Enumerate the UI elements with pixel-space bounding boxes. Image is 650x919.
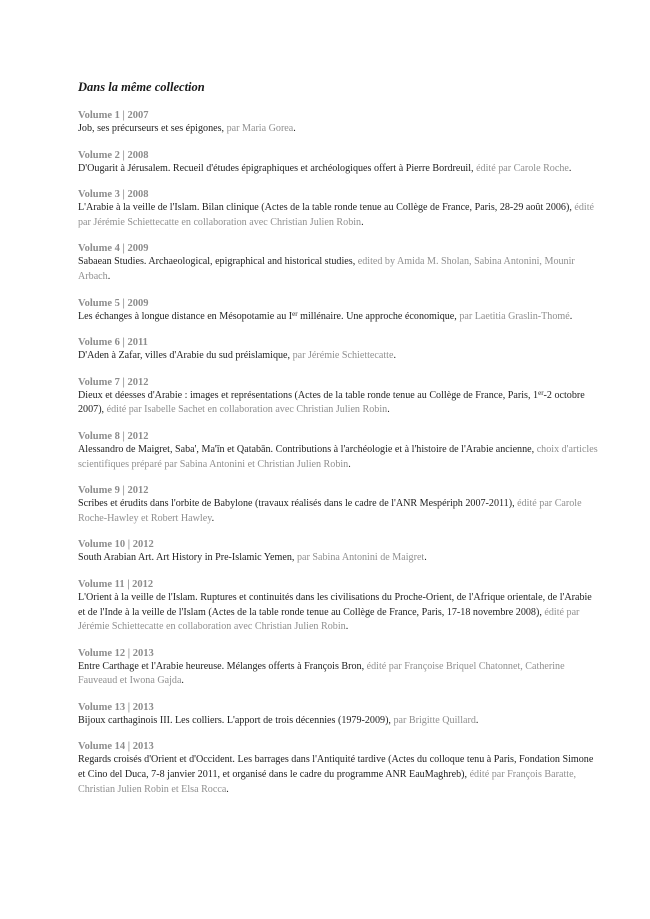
volume-work: Les échanges à longue distance en Mésopotamie au I [78, 310, 293, 322]
volume-description [78, 162, 598, 177]
volume-entry-12 [78, 647, 598, 689]
volume-entry-7 [78, 376, 598, 418]
volume-work: South Arabian Art. Art History in Pre-Islamic Yemen, [78, 552, 297, 564]
volume-description [78, 255, 598, 284]
volume-work: L'Arabie à la veille de l'Islam. Bilan clinique (Actes de la table ronde tenue au Collège de France, Paris, 28-29 août 2006), [78, 202, 575, 214]
volume-entry-1 [78, 109, 598, 137]
volume-entry-11 [78, 578, 598, 635]
volume-editor: édité par Isabelle Sachet en collaboration avec Christian Julien Robin [106, 404, 388, 416]
volume-tail: . [181, 675, 184, 687]
volume-heading: Volume 12 | 2013 [78, 647, 154, 659]
volume-editor: par Sabina Antonini de Maigret [296, 552, 425, 564]
volume-tail: . [211, 512, 215, 524]
volume-heading: Volume 4 | 2009 [78, 243, 149, 255]
volume-editor: édité par François Baratte, Christian Julien Robin et Elsa Rocca [78, 769, 577, 795]
volume-entry-10 [78, 538, 598, 566]
volume-work: millénaire. Une approche économique, [297, 310, 460, 322]
volume-description [78, 591, 598, 635]
volume-description [78, 551, 598, 566]
volume-heading: Volume 11 | 2012 [78, 578, 154, 590]
volume-description [78, 349, 598, 364]
volume-heading: Volume 3 | 2008 [78, 189, 149, 201]
volume-heading: Volume 14 | 2013 [78, 741, 154, 753]
volume-description [78, 122, 598, 137]
volume-heading: Volume 9 | 2012 [78, 485, 149, 497]
volume-work: Entre Carthage et l'Arabie heureuse. Mélanges offerts à François Bron, [78, 660, 367, 672]
volume-description [78, 660, 598, 689]
volume-description [78, 310, 598, 325]
volume-work: Alessandro de Maigret, Saba', Ma'īn et Qatabān. Contributions à l'archéologie et à l'histoire de l'Arabie ancienne, [78, 443, 537, 455]
volume-work: -2 octobre 2007), [78, 389, 585, 416]
volume-entry-2 [78, 149, 598, 177]
volume-work: Job, ses précurseurs et ses épigones, [78, 123, 227, 134]
superscript-er: er [292, 309, 298, 318]
volume-entry-13 [78, 701, 598, 729]
volume-heading: Volume 1 | 2007 [78, 110, 149, 121]
volume-tail: . [293, 123, 296, 134]
volume-work: Bijoux carthaginois III. Les colliers. L'apport de trois décennies (1979-2009), [78, 714, 394, 726]
volume-tail: . [226, 783, 229, 795]
volume-description [78, 714, 598, 729]
volume-description [78, 201, 598, 230]
volume-tail: . [361, 216, 364, 228]
volume-description [78, 753, 598, 797]
volume-description [78, 389, 598, 418]
collection-page [78, 80, 598, 809]
volume-entry-6 [78, 336, 598, 364]
volume-work: Dieux et déesses d'Arabie : images et représentations (Actes de la table ronde tenue au Collège de France, Paris, 1 [78, 389, 539, 401]
volume-heading: Volume 10 | 2012 [78, 539, 154, 551]
volume-heading: Volume 7 | 2012 [78, 376, 149, 388]
superscript-er: er [538, 388, 544, 397]
volume-tail: . [475, 714, 479, 726]
volume-editor: édité par Carole Roche [476, 162, 569, 174]
volume-editor: edited by Amida M. Sholan, Sabina Antonini, Mounir Arbach [78, 256, 575, 282]
volume-tail: . [568, 162, 572, 174]
volume-heading: Volume 5 | 2009 [78, 297, 149, 309]
volume-work: L'Orient à la veille de l'Islam. Ruptures et continuités dans les civilisations du Proche-Orient, de l'Afrique orientale, de l'Arabie et de l'Inde à la veille de l'Islam (Actes de la table ronde tenue au Collège de France, Paris, 17-18 novembre 2008), [78, 591, 592, 618]
volume-work: Regards croisés d'Orient et d'Occident. Les barrages dans l'Antiquité tardive (Actes du colloque tenu à Paris, Fondation Simone et Cino del Duca, 7-8 janvier 2011, et organisé dans le cadre du programme ANR EauMaghreb), [78, 754, 594, 781]
volume-work: D'Ougarit à Jérusalem. Recueil d'études épigraphiques et archéologiques offert à Pierre Bordreuil, [78, 162, 477, 174]
volume-editor: par Maria Gorea [226, 123, 294, 134]
volume-entry-9 [78, 484, 598, 526]
volume-heading: Volume 6 | 2011 [78, 337, 148, 349]
volume-tail: . [393, 350, 396, 362]
collection-title: Dans la même collection [78, 80, 205, 94]
volume-editor: par Jérémie Schiettecatte [292, 350, 394, 362]
volume-editor: édité par Jérémie Schiettecatte en collaboration avec Christian Julien Robin [78, 202, 595, 228]
volume-tail: . [345, 621, 349, 633]
volume-tail: . [569, 310, 573, 322]
volume-editor: par Brigitte Quillard [393, 714, 476, 726]
volume-entry-8 [78, 430, 598, 472]
volume-work: Scribes et érudits dans l'orbite de Babylone (travaux réalisés dans le cadre de l'ANR Mespériph 2007-2011), [78, 498, 518, 510]
volume-editor: édité par Françoise Briquel Chatonnet, Catherine Fauveaud et Iwona Gajda [78, 660, 565, 687]
volume-tail: . [387, 404, 390, 416]
volume-entry-3 [78, 188, 598, 230]
volume-entry-5 [78, 297, 598, 325]
volume-editor: par Laetitia Graslin-Thomé [459, 310, 570, 322]
volume-editor: édité par Jérémie Schiettecatte en collaboration avec Christian Julien Robin [78, 606, 580, 633]
volume-heading: Volume 2 | 2008 [78, 149, 149, 161]
volume-entry-4 [78, 242, 598, 284]
volume-entry-14 [78, 740, 598, 797]
volume-editor: choix d'articles scientifiques préparé par Sabina Antonini et Christian Julien Robin [78, 443, 598, 470]
volume-editor: édité par Carole Roche-Hawley et Robert Hawley [78, 498, 582, 524]
volume-tail: . [348, 458, 351, 470]
volume-heading: Volume 13 | 2013 [78, 701, 154, 713]
volume-description [78, 443, 598, 472]
volume-work: D'Aden à Zafar, villes d'Arabie du sud préislamique, [78, 350, 293, 362]
volume-work: Sabaean Studies. Archaeological, epigraphical and historical studies, [78, 256, 358, 268]
volume-heading: Volume 8 | 2012 [78, 430, 149, 442]
volume-tail: . [424, 552, 427, 564]
volume-description [78, 497, 598, 526]
volume-tail: . [107, 270, 111, 282]
